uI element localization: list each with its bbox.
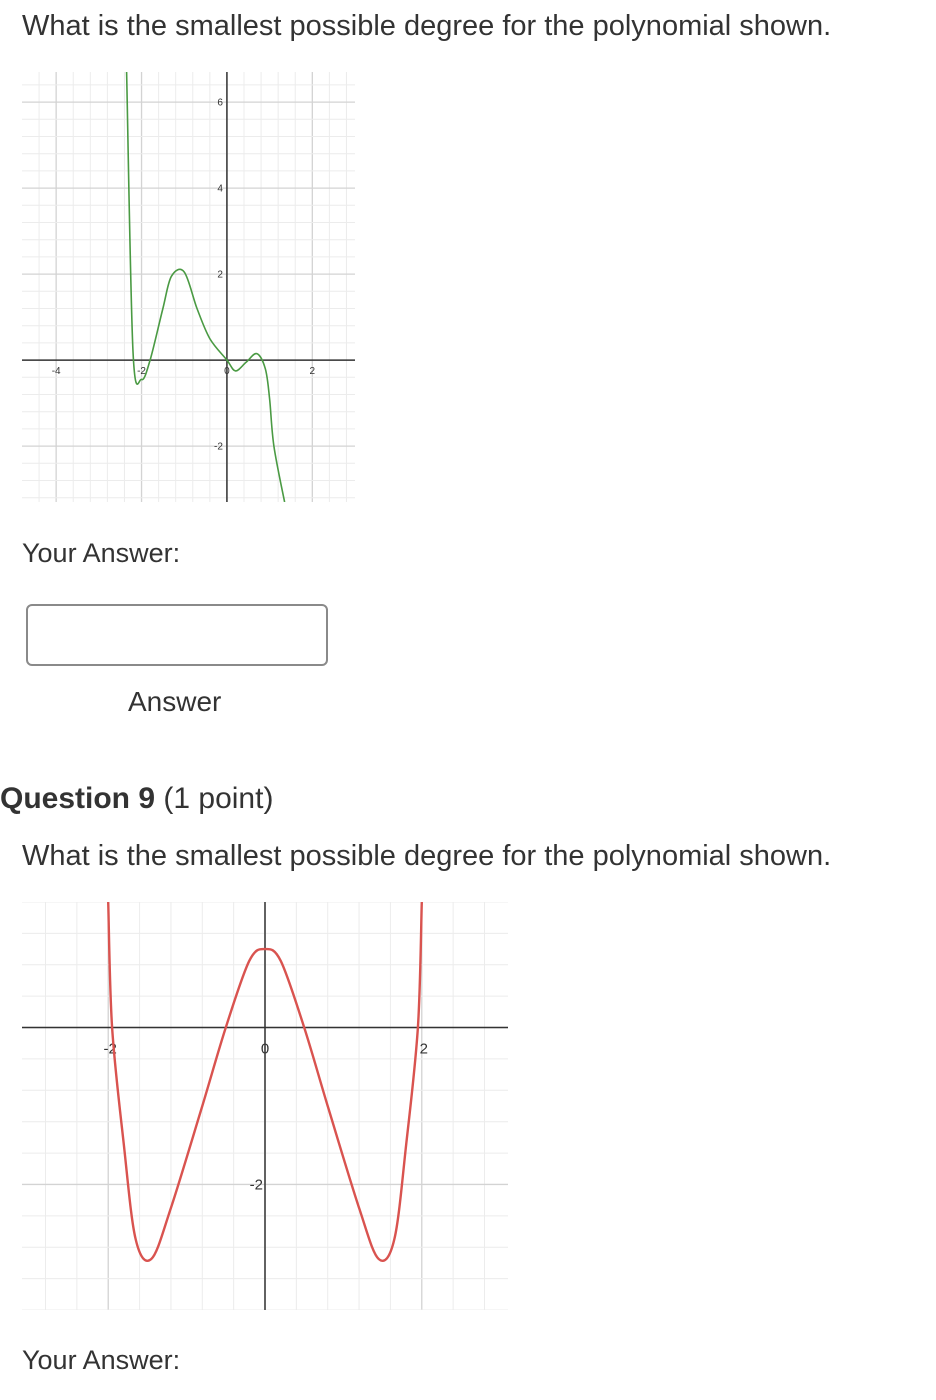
question-8-prompt: What is the smallest possible degree for the polynomial shown. [22,10,832,42]
answer-caption: Answer [128,686,222,717]
y-tick-label: 4 [217,183,223,195]
x-tick-label: -2 [103,1040,117,1058]
y-tick-label: 2 [217,269,223,281]
x-tick-label: -2 [137,366,146,378]
your-answer-label: Your Answer: [22,538,181,568]
y-tick-label: -2 [249,1176,263,1194]
x-tick-label: 2 [309,366,316,378]
x-tick-label: 0 [260,1040,270,1058]
y-tick-label: -2 [214,441,223,453]
question-number: Question 9 [0,782,156,815]
your-answer-label: Your Answer: [22,1345,181,1375]
grid [22,72,355,502]
y-tick-label: 6 [217,97,223,109]
x-tick-label: 2 [419,1040,428,1058]
answer-input[interactable] [26,604,328,666]
question-9-prompt: What is the smallest possible degree for the polynomial shown. [22,840,832,872]
x-tick-label: 0 [224,366,230,378]
question-8-graph [22,72,355,502]
question-points: (1 point) [163,782,274,815]
question-9-heading [0,782,273,816]
x-tick-label: -4 [51,366,61,378]
question-9-graph [22,902,508,1310]
